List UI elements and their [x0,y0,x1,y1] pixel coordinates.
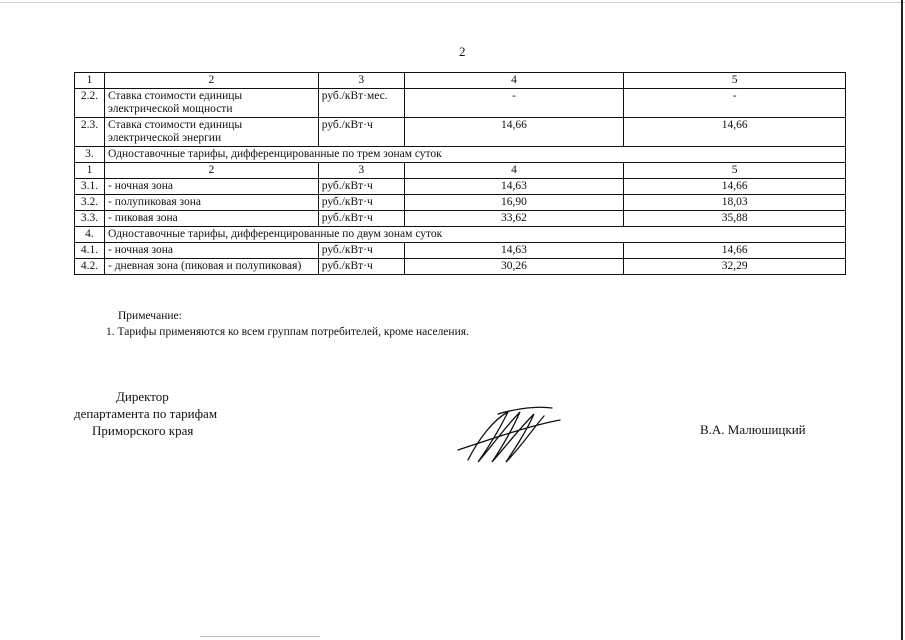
table-row [75,211,846,227]
column-number-cell: 4 [404,73,624,89]
value-period-1-cell: 14,63 [404,243,624,259]
table-header-row [75,73,846,89]
value-period-2-cell: 35,88 [624,211,846,227]
signatory-name: В.А. Малюшицкий [700,422,806,437]
row-number-cell: 2.2. [75,89,105,118]
column-number-cell: 3 [318,73,404,89]
note-block [106,308,469,340]
tariff-name-cell: - ночная зона [104,243,318,259]
value-period-2-cell: 14,66 [624,118,846,147]
table-row [75,195,846,211]
handwritten-signature-icon [448,400,568,470]
table-row [75,118,846,147]
signatory-title-line-2: департамента по тарифам [74,406,218,421]
unit-cell: руб./кВт·ч [318,179,404,195]
tariff-name-cell: - ночная зона [104,179,318,195]
unit-cell: руб./кВт·ч [318,118,404,147]
tariff-table-body [75,73,846,275]
tariff-name-cell: - полупиковая зона [104,195,318,211]
section-number-cell: 4. [75,227,105,243]
table-row [75,259,846,275]
column-number-cell: 1 [75,163,105,179]
tariff-name-cell: Ставка стоимости единицы электрической энергии [104,118,318,147]
column-number-cell: 2 [104,73,318,89]
value-period-2-cell: 14,66 [624,243,846,259]
scan-edge-bottom [200,636,320,637]
unit-cell: руб./кВт·ч [318,195,404,211]
unit-cell: руб./кВт·мес. [318,89,404,118]
column-number-cell: 3 [318,163,404,179]
tariff-name-cell: - дневная зона (пиковая и полупиковая) [104,259,318,275]
row-number-cell: 3.2. [75,195,105,211]
tariff-table [74,72,846,275]
value-period-2-cell: - [624,89,846,118]
value-period-1-cell: 14,63 [404,179,624,195]
column-number-cell: 5 [624,73,846,89]
row-number-cell: 3.3. [75,211,105,227]
row-number-cell: 4.1. [75,243,105,259]
section-title-cell: Одноставочные тарифы, дифференцированные по двум зонам суток [104,227,845,243]
column-number-cell: 5 [624,163,846,179]
value-period-1-cell: 30,26 [404,259,624,275]
table-row [75,243,846,259]
tariff-name-cell: - пиковая зона [104,211,318,227]
value-period-1-cell: 33,62 [404,211,624,227]
value-period-2-cell: 32,29 [624,259,846,275]
unit-cell: руб./кВт·ч [318,243,404,259]
value-period-1-cell: - [404,89,624,118]
column-number-cell: 1 [75,73,105,89]
value-period-1-cell: 14,66 [404,118,624,147]
unit-cell: руб./кВт·ч [318,259,404,275]
table-row [75,179,846,195]
table-section-row [75,227,846,243]
section-number-cell: 3. [75,147,105,163]
page-number: 2 [459,44,466,59]
signatory-title [74,388,217,439]
value-period-1-cell: 16,90 [404,195,624,211]
signatory-title-line-3: Приморского края [92,423,194,438]
row-number-cell: 4.2. [75,259,105,275]
column-number-cell: 4 [404,163,624,179]
table-section-row [75,147,846,163]
note-item: 1. Тарифы применяются ко всем группам потребителей, кроме населения. [106,326,469,338]
scan-edge-right [901,0,903,640]
value-period-2-cell: 14,66 [624,179,846,195]
unit-cell: руб./кВт·ч [318,211,404,227]
table-header-row [75,163,846,179]
row-number-cell: 2.3. [75,118,105,147]
column-number-cell: 2 [104,163,318,179]
signatory-title-line-1: Директор [116,389,169,404]
tariff-name-cell: Ставка стоимости единицы электрической мощности [104,89,318,118]
table-row [75,89,846,118]
section-title-cell: Одноставочные тарифы, дифференцированные по трем зонам суток [104,147,845,163]
value-period-2-cell: 18,03 [624,195,846,211]
row-number-cell: 3.1. [75,179,105,195]
scan-edge-top [0,2,905,3]
note-heading: Примечание: [118,310,182,322]
